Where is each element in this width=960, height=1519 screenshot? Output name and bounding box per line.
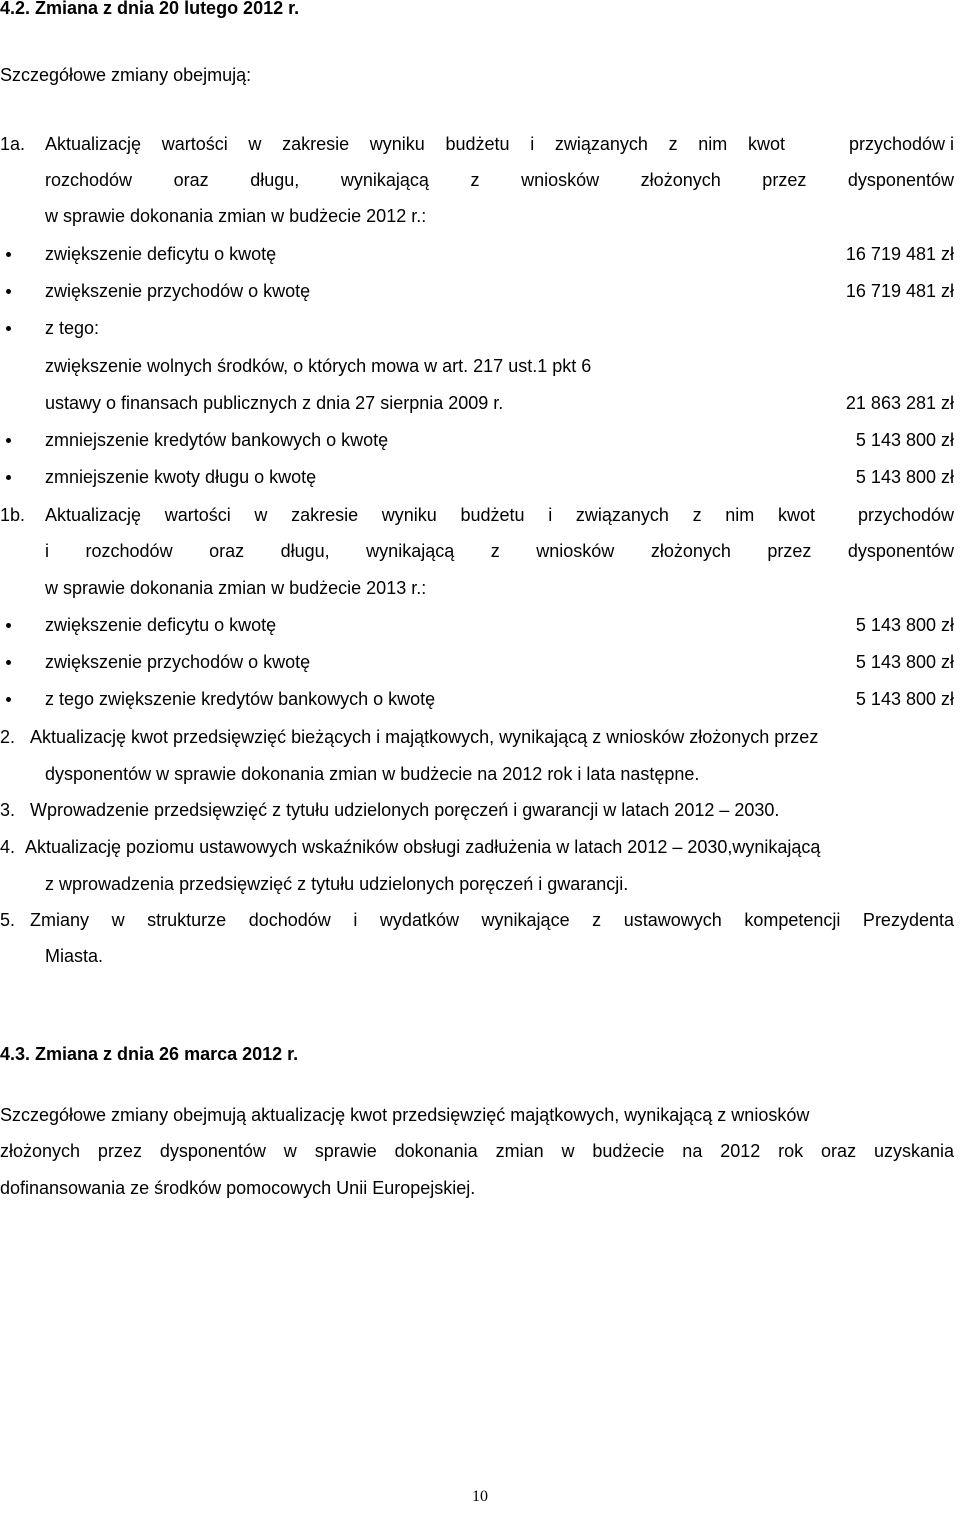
bullet-label: zwiększenie deficytu o kwotę (45, 615, 277, 635)
item-1a-line-1: Aktualizację wartości w zakresie wyniku budżetu i związanych z nim kwot (45, 134, 785, 154)
bullet-label: zwiększenie przychodów o kwotę (45, 281, 311, 301)
item-5-line-1: Zmiany w strukturze dochodów i wydatków wynikające z ustawowych kompetencji Prezydenta (30, 910, 954, 930)
bullet-icon (6, 438, 11, 443)
bullet-amount: 16 719 481 zł (845, 244, 954, 264)
item-1b-line-3: w sprawie dokonania zmian w budżecie 2013 r.: (45, 578, 427, 598)
item-4-line-2: z wprowadzenia przedsięwzięć z tytułu udzielonych poręczeń i gwarancji. (45, 874, 629, 894)
sub-item-line-2: ustawy o finansach publicznych z dnia 27 sierpnia 2009 r. (45, 393, 504, 413)
item-number-1b: 1b. (0, 505, 26, 525)
bullet-label: z tego: (45, 318, 100, 338)
bullet-label: zwiększenie deficytu o kwotę (45, 244, 277, 264)
bullet-icon (6, 697, 11, 702)
item-1b-line-2: i rozchodów oraz długu, wynikającą z wniosków złożonych przez dysponentów (45, 541, 954, 561)
item-1a-line-1-end: przychodów i (848, 134, 954, 154)
bullet-amount: 5 143 800 zł (855, 430, 954, 450)
section-4-3-para-line-3: dofinansowania ze środków pomocowych Unii Europejskiej. (0, 1178, 476, 1198)
item-1a-line-2: rozchodów oraz długu, wynikającą z wniosków złożonych przez dysponentów (45, 170, 954, 190)
bullet-label: zmniejszenie kredytów bankowych o kwotę (45, 430, 389, 450)
bullet-label: zwiększenie przychodów o kwotę (45, 652, 311, 672)
bullet-amount: 5 143 800 zł (855, 652, 954, 672)
item-number-1a: 1a. (0, 134, 26, 154)
item-number-5: 5. (0, 910, 16, 930)
item-number-2: 2. (0, 727, 16, 747)
bullet-label: z tego zwiększenie kredytów bankowych o kwotę (45, 689, 436, 709)
page-number: 10 (472, 1488, 488, 1505)
item-number-3: 3. (0, 800, 16, 820)
bullet-amount: 5 143 800 zł (855, 615, 954, 635)
bullet-amount: 16 719 481 zł (845, 281, 954, 301)
item-1b-line-1-end: przychodów (857, 505, 954, 525)
bullet-icon (6, 660, 11, 665)
bullet-icon (6, 326, 11, 331)
bullet-label: zmniejszenie kwoty długu o kwotę (45, 467, 317, 487)
section-4-3-para-line-1: Szczegółowe zmiany obejmują aktualizację kwot przedsięwzięć majątkowych, wynikającą z wniosków (0, 1105, 810, 1125)
item-5-line-2: Miasta. (45, 946, 104, 966)
bullet-icon (6, 623, 11, 628)
bullet-icon (6, 252, 11, 257)
item-2-line-1: Aktualizację kwot przedsięwzięć bieżących i majątkowych, wynikającą z wniosków złożonych przez (30, 727, 819, 747)
item-number-4: 4. (0, 837, 16, 857)
section-heading-4-3: 4.3. Zmiana z dnia 26 marca 2012 r. (0, 1044, 299, 1064)
bullet-icon (6, 475, 11, 480)
bullet-amount: 5 143 800 zł (855, 467, 954, 487)
item-3-line-1: Wprowadzenie przedsięwzięć z tytułu udzielonych poręczeń i gwarancji w latach 2012 – 2030. (30, 800, 780, 820)
bullet-amount: 5 143 800 zł (855, 689, 954, 709)
sub-item-line-1: zwiększenie wolnych środków, o których mowa w art. 217 ust.1 pkt 6 (45, 356, 592, 376)
bullet-icon (6, 289, 11, 294)
item-4-line-1: Aktualizację poziomu ustawowych wskaźników obsługi zadłużenia w latach 2012 – 2030,wynikającą (25, 837, 821, 857)
sub-item-amount: 21 863 281 zł (845, 393, 954, 413)
item-1a-line-3: w sprawie dokonania zmian w budżecie 2012 r.: (45, 206, 427, 226)
item-1b-line-1: Aktualizację wartości w zakresie wyniku budżetu i związanych z nim kwot (45, 505, 815, 525)
item-2-line-2: dysponentów w sprawie dokonania zmian w budżecie na 2012 rok i lata następne. (45, 764, 700, 784)
section-heading-4-2: 4.2. Zmiana z dnia 20 lutego 2012 r. (0, 0, 300, 18)
section-intro: Szczegółowe zmiany obejmują: (0, 65, 252, 85)
section-4-3-para-line-2: złożonych przez dysponentów w sprawie dokonania zmian w budżecie na 2012 rok oraz uzyskania (0, 1141, 954, 1161)
